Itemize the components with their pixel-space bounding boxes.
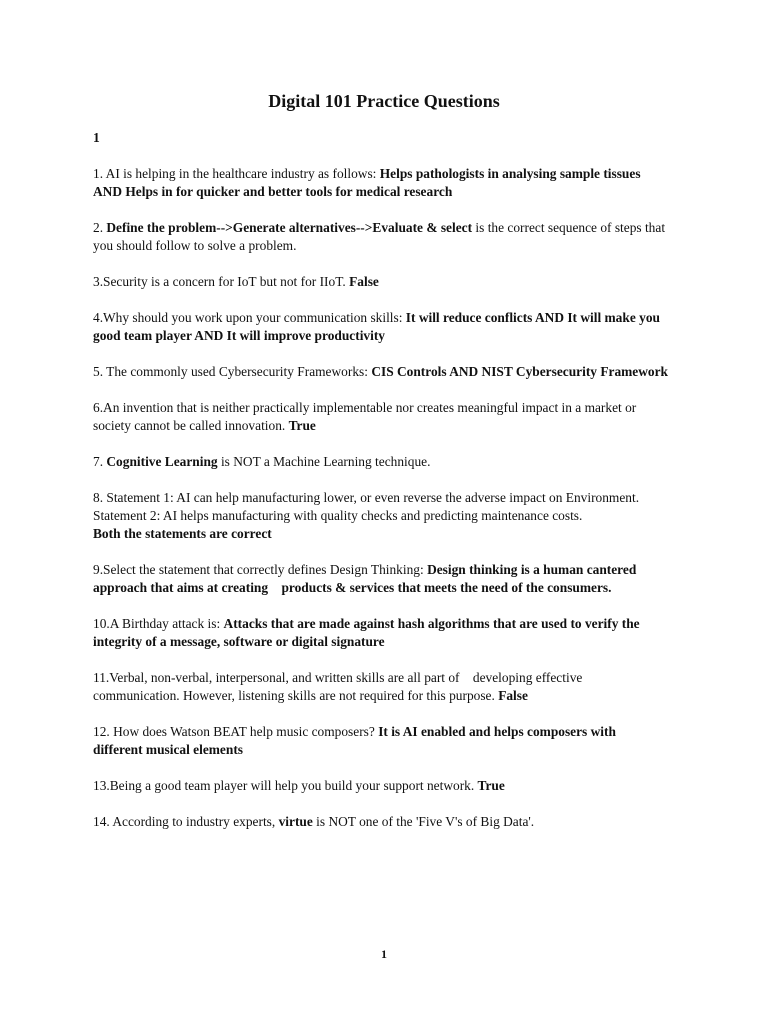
answer-text: Both the statements are correct xyxy=(93,526,272,541)
answer-text: It will reduce conflicts AND It will make you good team player AND It will improve productivity xyxy=(93,310,660,343)
page-number: 1 xyxy=(381,947,387,961)
question-item: 6.An invention that is neither practically implementable nor creates meaningful impact in a market or society cannot be called innovation. True xyxy=(93,400,637,433)
page-title: Digital 101 Practice Questions xyxy=(268,91,500,111)
answer-text: Helps pathologists in analysing sample tissues AND Helps in for quicker and better tools for medical research xyxy=(93,166,641,199)
question-item: 5. The commonly used Cybersecurity Frameworks: CIS Controls AND NIST Cybersecurity Framework xyxy=(93,364,669,379)
question-item: 14. According to industry experts, virtue is NOT one of the 'Five V's of Big Data'. xyxy=(93,814,535,829)
question-item: 4.Why should you work upon your communication skills: It will reduce conflicts AND It will make you good team player AND It will improve productivity xyxy=(93,310,660,343)
question-item: 11.Verbal, non-verbal, interpersonal, and written skills are all part of developing effective communication. However, listening skills are not required for this purpose. False xyxy=(93,670,586,703)
answer-text: False xyxy=(349,274,379,289)
question-item: 2. Define the problem-->Generate alternatives-->Evaluate & select is the correct sequence of steps that you should follow to solve a problem. xyxy=(93,220,666,253)
answer-text: Design thinking is a human cantered approach that aims at creating products & services that meets the need of the consumers. xyxy=(93,562,640,595)
question-item: 10.A Birthday attack is: Attacks that are made against hash algorithms that are used to verify the integrity of a message, software or digital signature xyxy=(93,616,640,649)
answer-text: Attacks that are made against hash algorithms that are used to verify the integrity of a message, software or digital signature xyxy=(93,616,640,649)
question-item: 3.Security is a concern for IoT but not for IIoT. False xyxy=(93,274,379,289)
answer-text: Cognitive Learning xyxy=(106,454,218,469)
question-item: 1. AI is helping in the healthcare industry as follows: Helps pathologists in analysing sample tissues AND Helps in for quicker and better tools for medical research xyxy=(93,166,641,199)
answer-text: False xyxy=(498,688,528,703)
answer-text: virtue xyxy=(278,814,313,829)
question-item: 13.Being a good team player will help you build your support network. True xyxy=(93,778,505,793)
answer-text: True xyxy=(288,418,316,433)
answer-text: Define the problem-->Generate alternatives-->Evaluate & select xyxy=(106,220,473,235)
question-item: 9.Select the statement that correctly defines Design Thinking: Design thinking is a human cantered approach that aims at creating products & services that meets the need of the consumers. xyxy=(93,562,640,595)
answer-text: CIS Controls AND NIST Cybersecurity Framework xyxy=(371,364,669,379)
question-item: 8. Statement 1: AI can help manufacturing lower, or even reverse the adverse impact on Environment. Statement 2: AI helps manufacturing with quality checks and predicting maintenance costs. Both the statements are correct xyxy=(93,489,668,543)
question-item: 7. Cognitive Learning is NOT a Machine Learning technique. xyxy=(93,454,431,469)
answer-text: It is AI enabled and helps composers with different musical elements xyxy=(93,724,616,757)
question-list xyxy=(93,165,668,849)
question-item: 12. How does Watson BEAT help music composers? It is AI enabled and helps composers with different musical elements xyxy=(93,724,616,757)
section-number: 1 xyxy=(93,130,100,145)
answer-text: True xyxy=(477,778,505,793)
